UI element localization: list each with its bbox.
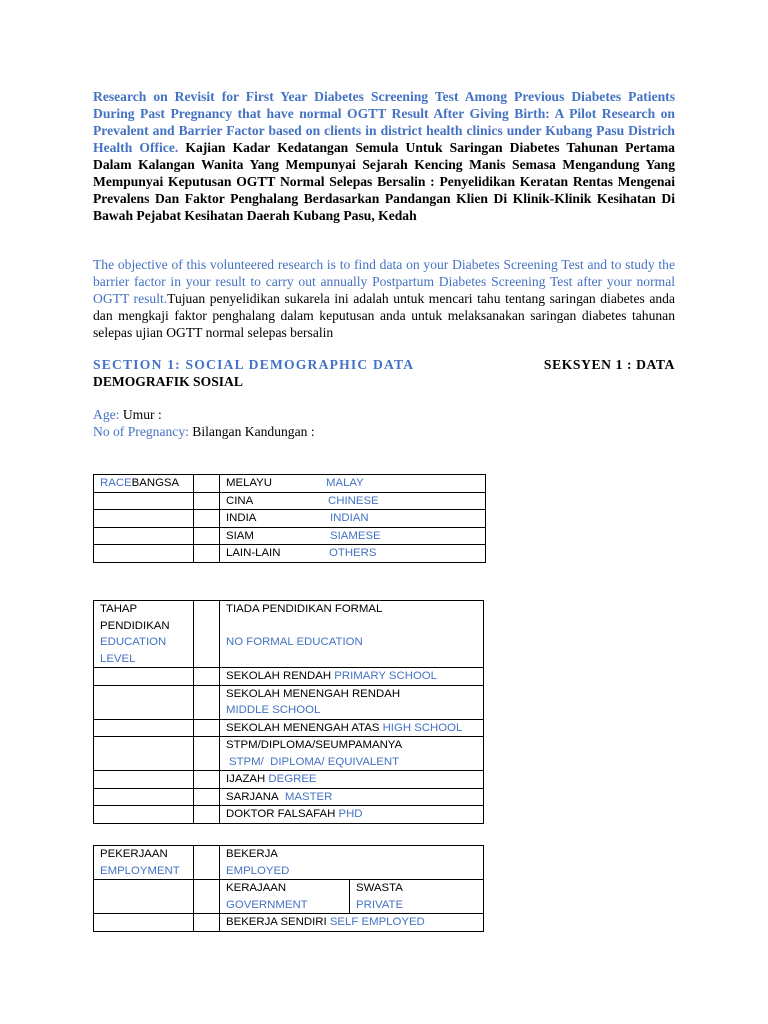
table-row [94, 806, 484, 824]
employment-label-english: EMPLOYMENT [100, 864, 180, 877]
race-option-india[interactable] [220, 510, 486, 528]
option-malay-text: SEKOLAH MENENGAH ATAS [226, 721, 380, 734]
option-malay-text: BEKERJA SENDIRI [226, 916, 327, 928]
race-option-cina[interactable] [220, 492, 486, 510]
table-row [94, 719, 484, 737]
education-option-master[interactable] [220, 788, 484, 806]
option-english-text: STPM/ DIPLOMA/ EQUIVALENT [229, 755, 400, 768]
option-english-text: NO FORMAL EDUCATION [226, 636, 363, 648]
section-heading-malay-cont: DEMOGRAFIK SOSIAL [93, 374, 243, 389]
section-heading-malay: SEKSYEN 1 : DATA [543, 357, 675, 372]
pregnancy-label-english: No of Pregnancy: [93, 424, 189, 439]
empty-cell [94, 788, 194, 806]
education-label [94, 601, 194, 668]
education-label-malay-2: PENDIDIKAN [100, 619, 170, 632]
empty-cell [94, 880, 194, 914]
education-checkbox-cell[interactable] [194, 737, 220, 771]
option-english-text: GOVERNMENT [226, 898, 308, 911]
age-label-malay: Umur : [122, 407, 162, 422]
education-checkbox-cell[interactable] [194, 685, 220, 719]
option-english-text: SIAMESE [330, 529, 381, 542]
education-label-english-1: EDUCATION [100, 636, 167, 648]
title-malay: Kajian Kadar Kedatangan Semula Untuk Saringan Diabetes Tahunan Pertama Dalam Kalangan Wanita Yang Mempunyai Sejarah Kencing Manis Semasa Mengandung Yang Mempunyai Keputusan OGTT Normal Selepas Bersalin : Penyelidikan Keratan Rentas Mengenai Prevalens Dan Faktor Penghalang Berdasarkan Pandangan Klien Di Klinik-Klinik Kesihatan Di Bawah Pejabat Kesihatan Daerah Kubang Pasu, Kedah [93, 140, 675, 223]
education-option-no-formal[interactable] [220, 601, 484, 668]
pregnancy-field[interactable] [93, 423, 675, 440]
empty-cell [94, 806, 194, 824]
education-checkbox-cell[interactable] [194, 601, 220, 668]
option-malay-text: SEKOLAH MENENGAH RENDAH [226, 687, 401, 700]
table-row [94, 510, 486, 528]
document-title [93, 88, 675, 224]
option-english-text: CHINESE [328, 494, 379, 507]
table-row [94, 880, 484, 914]
education-checkbox-cell[interactable] [194, 771, 220, 789]
employment-table [93, 845, 484, 932]
race-table [93, 474, 486, 563]
option-english-text: PHD [338, 808, 363, 820]
table-row [94, 545, 486, 563]
age-field[interactable] [93, 406, 675, 423]
title-english: Research on Revisit for First Year Diabetes Screening Test Among Previous Diabetes Patients During Past Pregnancy that have normal OGTT Result After Giving Birth: A Pilot Research on Prevalent and Barrier Factor based on clients in district health clinics under Kubang Pasu Districh Health Office. [93, 89, 675, 155]
empty-cell [94, 527, 194, 545]
pregnancy-label-malay: Bilangan Kandungan : [192, 424, 315, 439]
table-row [94, 914, 484, 932]
option-malay-text: DOKTOR FALSAFAH [226, 808, 336, 820]
education-label-english-2: LEVEL [100, 652, 136, 665]
option-english-text: PRIMARY SCHOOL [334, 670, 438, 682]
empty-cell [94, 719, 194, 737]
education-option-middle[interactable] [220, 685, 484, 719]
objective-malay: Tujuan penyelidikan sukarela ini adalah untuk mencari tahu tentang saringan diabetes anda dan mengkaji faktor penghalang dalam keputusan anda untuk melaksanakan saringan diabetes tahunan selepas ujian OGTT normal selepas bersalin [93, 291, 675, 340]
empty-cell [94, 771, 194, 789]
race-checkbox-cell[interactable] [194, 510, 220, 528]
option-malay-text: BEKERJA [226, 848, 278, 860]
table-row [94, 492, 486, 510]
education-option-primary[interactable] [220, 668, 484, 686]
race-option-melayu[interactable] [220, 475, 486, 493]
option-malay-text: TIADA PENDIDIKAN FORMAL [226, 603, 383, 615]
option-malay-text: SWASTA [356, 882, 403, 894]
option-english-text: INDIAN [330, 512, 369, 524]
education-checkbox-cell[interactable] [194, 788, 220, 806]
option-malay-text: STPM/DIPLOMA/SEUMPAMANYA [226, 739, 403, 751]
empty-cell [94, 914, 194, 932]
section-heading-english: SECTION 1: SOCIAL DEMOGRAPHIC DATA [93, 357, 415, 372]
table-row [94, 846, 484, 880]
empty-cell [94, 492, 194, 510]
option-malay-text: CINA [226, 494, 254, 507]
table-row [94, 685, 484, 719]
employment-option-employed[interactable] [220, 846, 484, 880]
employment-checkbox-cell[interactable] [194, 846, 220, 880]
option-english-text: HIGH SCHOOL [382, 721, 463, 734]
employment-option-self-employed[interactable] [220, 914, 484, 932]
age-label-english: Age: [93, 407, 120, 422]
education-option-high[interactable] [220, 719, 484, 737]
option-malay-text: INDIA [226, 512, 257, 524]
race-checkbox-cell[interactable] [194, 527, 220, 545]
education-label-malay-1: TAHAP [100, 603, 138, 615]
option-malay-text: SEKOLAH RENDAH [226, 670, 332, 682]
education-checkbox-cell[interactable] [194, 719, 220, 737]
option-malay-text: SIAM [226, 529, 254, 542]
employment-label [94, 846, 194, 880]
option-english-text: MIDDLE SCHOOL [226, 704, 321, 716]
race-label [94, 475, 194, 493]
option-malay-text: LAIN-LAIN [226, 547, 281, 559]
table-row [94, 475, 486, 493]
education-table [93, 600, 484, 824]
empty-cell [94, 685, 194, 719]
table-row [94, 788, 484, 806]
empty-cell [94, 545, 194, 563]
section-heading [93, 356, 675, 390]
employment-checkbox-cell[interactable] [194, 880, 220, 914]
race-label-english: RACE [100, 477, 132, 489]
option-english-text: MALAY [326, 477, 364, 489]
race-checkbox-cell[interactable] [194, 545, 220, 563]
education-option-phd[interactable] [220, 806, 484, 824]
objective-paragraph [93, 256, 675, 341]
employment-option-government[interactable] [220, 880, 350, 914]
employment-label-malay: PEKERJAAN [100, 848, 168, 860]
objective-english: The objective of this volunteered research is to find data on your Diabetes Screening Test and to study the barrier factor in your result to carry out annually Postpartum Diabetes Screening Test after your normal OGTT result. [93, 257, 675, 306]
employment-option-private[interactable] [350, 880, 484, 914]
empty-cell [94, 668, 194, 686]
employment-checkbox-cell[interactable] [194, 914, 220, 932]
table-row [94, 771, 484, 789]
race-checkbox-cell[interactable] [194, 475, 220, 493]
option-english-text: SELF EMPLOYED [329, 916, 425, 928]
option-malay-text: IJAZAH [226, 773, 266, 785]
option-english-text: MASTER [284, 790, 333, 803]
option-malay-text: SARJANA [226, 790, 279, 803]
table-row [94, 601, 484, 668]
education-option-degree[interactable] [220, 771, 484, 789]
empty-cell [94, 510, 194, 528]
option-english-text: OTHERS [329, 547, 377, 559]
race-label-malay: BANGSA [131, 477, 180, 489]
table-row [94, 527, 486, 545]
empty-cell [94, 737, 194, 771]
race-checkbox-cell[interactable] [194, 492, 220, 510]
option-malay-text: MELAYU [226, 477, 272, 489]
education-checkbox-cell[interactable] [194, 668, 220, 686]
option-malay-text: KERAJAAN [226, 882, 287, 894]
education-checkbox-cell[interactable] [194, 806, 220, 824]
option-english-text: DEGREE [268, 773, 317, 785]
race-option-siam[interactable] [220, 527, 486, 545]
table-row [94, 668, 484, 686]
race-option-lain-lain[interactable] [220, 545, 486, 563]
option-english-text: PRIVATE [356, 898, 404, 911]
table-row [94, 737, 484, 771]
option-english-text: EMPLOYED [226, 864, 290, 877]
education-option-stpm[interactable] [220, 737, 484, 771]
